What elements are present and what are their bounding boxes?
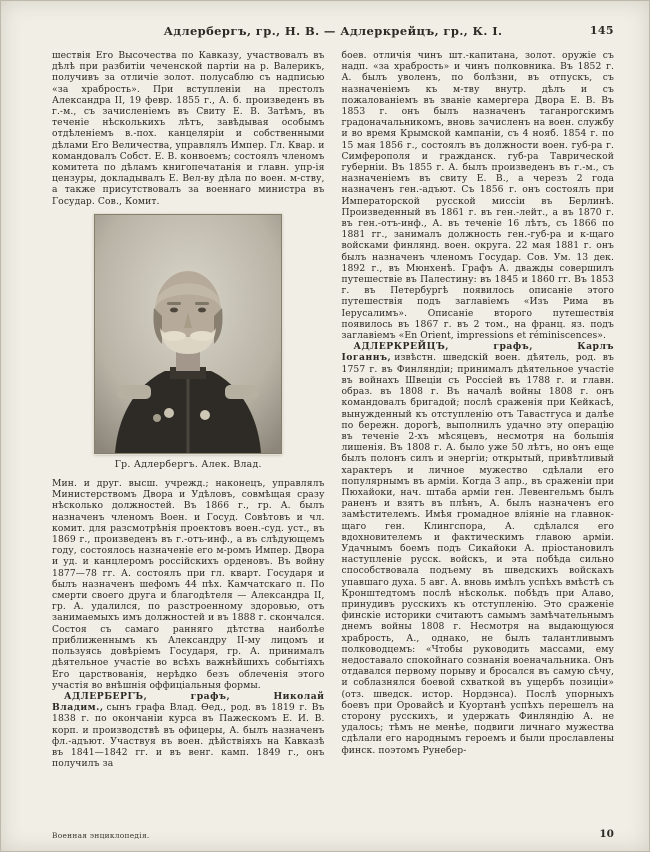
page-header [52,24,614,38]
portrait-figure [52,214,325,470]
article-adlerberg-nikolai [52,691,325,769]
signature-number: 10 [599,828,614,840]
portrait-photo [94,214,282,454]
article-adlerkreutz-heading: АДЛЕРКРЕЙЦЪ, графъ, Карлъ Іоганнъ, [341,341,614,364]
right-column [342,50,615,792]
imprint: Военная энциклопедія. [52,831,150,840]
paragraph-after-figure: Мин. и друг. высш. учрежд.; наконецъ, управлялъ Министерствомъ Двора и Удѣловъ, совмѣщая сразу нѣсколько должностей. Въ 1866 г., гр. А. былъ назначенъ членомъ Воен. и Госуд. Совѣтовъ и чл. комит. для разсмотрѣнія проектовъ воен.-суд. уст., въ 1869 г., произведенъ въ г.-отъ-инф., а въ слѣдующемъ году, состоялось назначеніе его м-ромъ Импер. Двора и уд. и канцлеромъ россійскихъ орденовъ. Въ войну 1877—78 гг. А. состоялъ при гл. кварт. Государя и былъ назначенъ шефомъ 44 пѣх. Камчатскаго п. По смерти своего друга и благодѣтеля — Александра II, гр. А. удалился, по разстроенному здоровью, отъ занимаемыхъ имъ должностей и въ 1888 г. скончался. Состоя съ самаго ранняго дѣтства наиболѣе приближеннымъ къ Александру II-му лицомъ и пользуясь довѣріемъ Государя, гр. А. принималъ дѣятельное участіе во всѣхъ важнѣйшихъ событіяхъ Его царствованія, нерѣдко безъ облеченія этого участія во внѣшнія оффиціальныя формы. [52,478,325,691]
left-column [52,50,325,792]
running-title: Адлербергъ, гр., Н. В. — Адлеркрейцъ, гр., К. I. [163,24,503,38]
article-adlerberg-body: сынъ графа Влад. Ѳед., род. въ 1819 г. Въ 1838 г. по окончаніи курса въ Пажескомъ Е. И. В. корп. и производствѣ въ офицеры, А. былъ назначенъ фл.-адъют. Участвуя въ воен. дѣйствіяхъ на Кавказѣ въ 1841—1842 гг. и въ венг. камп. 1849 г., онъ получилъ за [52,702,325,770]
article-adlerberg-heading: АДЛЕРБЕРГЪ, графъ, Николай Владим., [52,690,325,714]
article-adlerkreutz [342,341,615,756]
page-number: 145 [589,24,614,37]
article-adlerkreutz-body: извѣстн. шведскій воен. дѣятель, род. въ 1757 г. въ Финляндіи; принималъ дѣятельное участіе въ войнахъ Швеціи съ Россіей въ 1788 г. и главн. образ. въ 1808 г. Въ началѣ войны 1808 г. онъ командовалъ бригадой; послѣ сраженія при Кейкасѣ, вынужденный къ отступленію отъ Тавастгуса и далѣе по бережн. дорогѣ, выполнилъ удачно эту операцію въ теченіе 2-хъ мѣсяцевъ, несмотря на большія лишенія. Въ 1808 г. А. было уже 50 лѣтъ, но онъ еще былъ полонъ силъ и энергіи; открытый, привѣтливый характеръ и личное мужество сдѣлали его популярнымъ въ арміи. Когда 3 апр., въ сраженіи при Пюхайоки, нач. штаба арміи ген. Левенгельмъ былъ раненъ и взятъ въ плѣнъ, А. былъ назначенъ его замѣстителемъ. Имѣя громадное вліяніе на главнок-щаго ген. Клингспора, А. сдѣлался его вдохновителемъ и фактическимъ главою арміи. Удачнымъ боемъ подъ Сикайоки А. пріостановилъ наступленіе русск. войскъ, и эта побѣда сильно способствовала подъему въ шведскихъ войскахъ упавшаго духа. 5 авг. А. вновь имѣлъ успѣхъ вмѣстѣ съ Кронштедтомъ послѣ нѣскольк. побѣдъ при Алаво, принудивъ русскихъ къ отступленію. Это сраженіе финскіе историки считаютъ самымъ замѣчательнымъ днемъ войны 1808 г. Несмотря на выдающуюся храбрость, А., однако, не былъ талантливымъ полководцемъ: «Чтобы руководить массами, ему недоставало спокойнаго сознанія военачальника. Онъ отдавался первому порыву и бросался въ самую сѣчу, и соблазнялся боевой схваткой въ ущербъ позиціи» (отз. шведск. истор. Нордэнса). Послѣ упорныхъ боевъ при Оровайсѣ и Куортанѣ успѣхъ перешелъ на сторону русскихъ, и удержать Финляндію А. не удалось; тѣмъ не менѣе, подвиги личнаго мужества сдѣлали его народнымъ героемъ и были прославлены финск. поэтомъ Рунебер- [341,352,614,756]
portrait-caption: Гр. Адлербергъ. Алек. Влад. [114,458,262,470]
text-columns [52,50,614,792]
paragraph-continuation-left: шествія Его Высочества по Кавказу, участвовалъ въ дѣлѣ при разбитіи чеченской партіи на р. Валерикъ, получивъ за отличіе золот. полусаблю съ надписью «за храбрость». При вступленіи на престолъ Александра II, 19 февр. 1855 г., А. б. произведенъ въ г.-м., съ зачисленіемъ въ Свиту Е. В. Затѣмъ, въ теченіе нѣсколькихъ лѣтъ, завѣдывая особымъ отдѣленіемъ в.-пох. канцеляріи и собственными дѣлами Его Величества, управлялъ Импер. Гл. Квар. и командовалъ Собст. Е. В. конвоемъ; состоялъ членомъ комитета по дѣламъ книгопечатанія и главн. упр-ія цензуры, докладывалъ Е. Вел-ву дѣла по воен. м-ству, а также присутствовалъ за военнаго министра въ Государ. Сов., Комит. [52,50,325,207]
portrait-illustration [95,215,281,453]
page-footer [52,828,614,840]
paragraph-continuation-right: боев. отличія чинъ шт.-капитана, золот. оружіе съ надп. «за храбрость» и чинъ полковника. Въ 1852 г. А. былъ уволенъ, по болѣзни, въ отпускъ, съ назначеніемъ къ м-тву внутр. дѣлъ и съ пожалованіемъ въ званіе камергера Двора Е. В. Въ 1853 г. онъ былъ назначенъ таганрогскимъ градоначальникомъ, вновь зачисленъ на воен. службу и во время Крымской кампаніи, съ 4 нояб. 1854 г. по 15 мая 1856 г., состоялъ въ должности воен. губ-ра г. Симферополя и гражданск. губ-ра Таврической губерніи. Въ 1855 г. А. былъ произведенъ въ г.-м., съ назначеніемъ въ свиту Е. В., а черезъ 2 года назначенъ ген.-адъют. Съ 1856 г. онъ состоялъ при Императорской русской миссіи въ Берлинѣ. Произведенный въ 1861 г. въ ген.-лейт., а въ 1870 г. въ ген.-отъ-инф., А. въ теченіе 16 лѣтъ, съ 1866 по 1881 гг., занималъ должность ген.-губ-ра и к-щаго войсками финлянд. воен. округа. 22 мая 1881 г. онъ былъ назначенъ членомъ Государ. Сов. Ум. 13 дек. 1892 г., въ Мюнхенѣ. Графъ А. дважды совершилъ путешествіе въ Палестину: въ 1845 и 1860 гг. Въ 1853 г. въ Петербургѣ появилось описаніе этого путешествія подъ заглавіемъ «Изъ Рима въ Іерусалимъ». Описаніе второго путешествія появилось въ 1867 г. въ 2 том., на франц. яз. подъ заглавіемъ «En Orient, impressions et réminiscences». [341,50,614,342]
